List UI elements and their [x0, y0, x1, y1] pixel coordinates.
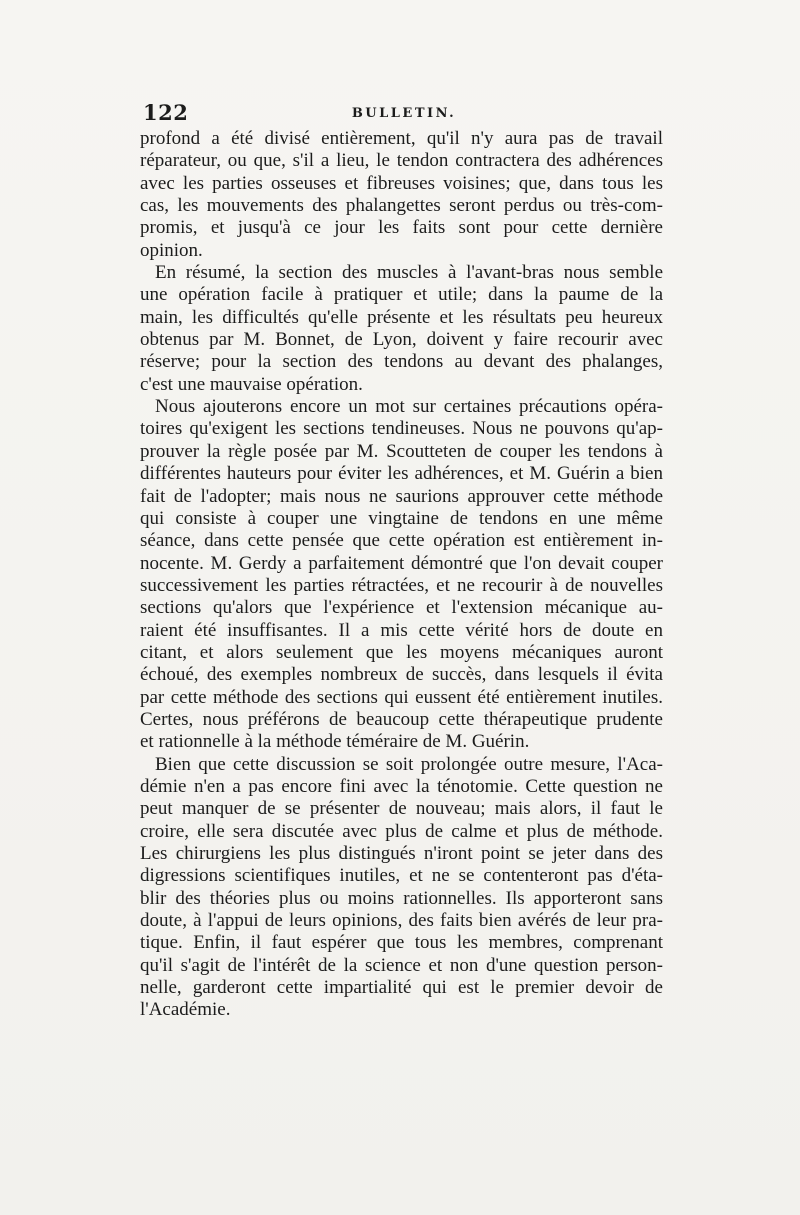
- text-line: croire, elle sera discutée avec plus de calme et plus de méthode.: [140, 820, 663, 842]
- text-line: nelle, garderont cette impartialité qui est le premier devoir de: [140, 977, 663, 999]
- text-line: nocente. M. Gerdy a parfaitement démontré que l'on devait couper: [140, 552, 663, 574]
- text-line: qui consiste à couper une vingtaine de tendons en une même: [140, 507, 663, 529]
- text-line: citant, et alors seulement que les moyens mécaniques auront: [140, 641, 663, 663]
- page-number: 122: [143, 100, 189, 125]
- body-text: [140, 128, 663, 1022]
- text-line: Bien que cette discussion se soit prolongée outre mesure, l'Aca-: [155, 753, 663, 775]
- text-line: démie n'en a pas encore fini avec la ténotomie. Cette question ne: [140, 775, 663, 797]
- text-line: échoué, des exemples nombreux de succès, dans lesquels il évita: [140, 664, 663, 686]
- text-line: fait de l'adopter; mais nous ne saurions approuver cette méthode: [140, 485, 663, 507]
- running-title: BULLETIN.: [351, 106, 457, 121]
- paragraph: [140, 262, 663, 396]
- text-line: Les chirurgiens les plus distingués n'iront point se jeter dans des: [140, 843, 663, 864]
- paragraph: [140, 396, 663, 754]
- paragraph: [140, 128, 663, 262]
- paragraph: [140, 754, 663, 1022]
- text-line: l'Académie.: [140, 999, 231, 1021]
- text-line: obtenus par M. Bonnet, de Lyon, doivent y faire recourir avec: [140, 329, 663, 351]
- text-line: main, les difficultés qu'elle présente et les résultats peu heureux: [140, 306, 663, 328]
- text-line: tique. Enfin, il faut espérer que tous les membres, comprenant: [140, 932, 663, 954]
- text-line: promis, et jusqu'à ce jour les faits sont pour cette dernière: [140, 217, 663, 239]
- text-line: Certes, nous préférons de beaucoup cette thérapeutique prudente: [140, 708, 663, 730]
- text-line: doute, à l'appui de leurs opinions, des faits bien avérés de leur pra-: [140, 910, 663, 932]
- text-line: prouver la règle posée par M. Scoutteten de couper les tendons à: [140, 440, 663, 462]
- text-line: réserve; pour la section des tendons au devant des phalanges,: [140, 351, 663, 373]
- text-line: qu'il s'agit de l'intérêt de la science et non d'une question person-: [140, 954, 663, 976]
- text-line: une opération facile à pratiquer et utile; dans la paume de la: [140, 284, 663, 306]
- text-line: digressions scientifiques inutiles, et ne se contenteront pas d'éta-: [140, 865, 663, 887]
- text-line: Nous ajouterons encore un mot sur certaines précautions opéra-: [155, 396, 663, 418]
- text-line: avec les parties osseuses et fibreuses voisines; que, dans tous les: [140, 172, 663, 194]
- text-line: sections qu'alors que l'expérience et l'extension mécanique au-: [140, 597, 663, 619]
- text-line: différentes hauteurs pour éviter les adhérences, et M. Guérin a bien: [140, 463, 663, 485]
- text-line: En résumé, la section des muscles à l'avant-bras nous semble: [155, 262, 663, 284]
- text-line: cas, les mouvements des phalangettes seront perdus ou très-com-: [140, 195, 663, 217]
- text-line: par cette méthode des sections qui eussent été entièrement inutiles.: [140, 686, 663, 708]
- text-line: raient été insuffisantes. Il a mis cette vérité hors de doute en: [140, 619, 663, 641]
- text-line: blir des théories plus ou moins rationnelles. Ils apporteront sans: [140, 887, 663, 909]
- text-line: toires qu'exigent les sections tendineuses. Nous ne pouvons qu'ap-: [140, 418, 663, 440]
- text-line: successivement les parties rétractées, et ne recourir à de nouvelles: [140, 574, 663, 596]
- text-line: peut manquer de se présenter de nouveau; mais alors, il faut le: [140, 798, 663, 820]
- text-line: réparateur, ou que, s'il a lieu, le tendon contractera des adhérences: [140, 150, 663, 172]
- text-line: c'est une mauvaise opération.: [140, 373, 363, 395]
- page-header: [140, 100, 668, 130]
- text-line: profond a été divisé entièrement, qu'il n'y aura pas de travail: [140, 128, 663, 149]
- text-line: séance, dans cette pensée que cette opération est entièrement in-: [140, 530, 663, 552]
- text-line: et rationnelle à la méthode téméraire de M. Guérin.: [140, 731, 530, 753]
- text-line: opinion.: [140, 239, 203, 261]
